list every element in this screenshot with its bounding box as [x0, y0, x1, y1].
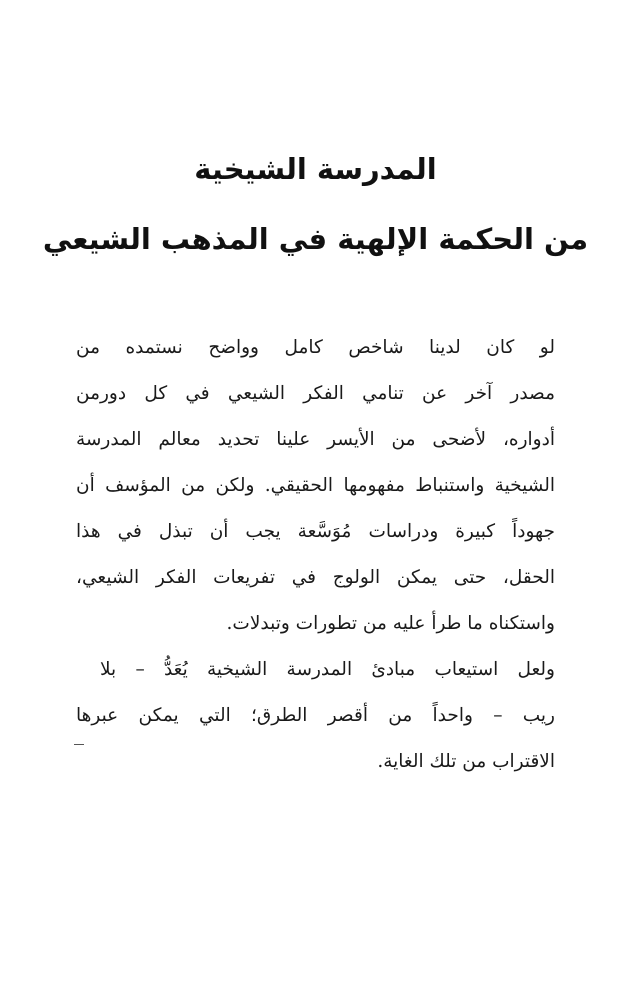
page-subtitle: من الحكمة الإلهية في المذهب الشيعي — [42, 222, 589, 256]
paragraph-2-line-1: ولعل استيعاب مبادئ المدرسة الشيخية يُعَدُّ – بلا — [100, 659, 555, 680]
paragraph-2-line-2: ريب – واحداً من أقصر الطرق؛ التي يمكن عبرها — [76, 705, 555, 726]
paragraph-1-line-6: الحقل، حتى يمكن الولوج في تفريعات الفكر الشيعي، — [76, 567, 555, 588]
paragraph-2-line-3: الاقتراب من تلك الغاية. — [377, 751, 555, 772]
scan-mark — [74, 744, 84, 745]
paragraph-1-line-2: مصدر آخر عن تنامي الفكر الشيعي في كل دورمن — [76, 383, 555, 404]
page-title: المدرسة الشيخية — [194, 152, 437, 186]
paragraph-1-line-5: جهوداً كبيرة ودراسات مُوَسَّعة يجب أن تبذل في هذا — [76, 521, 555, 542]
paragraph-1-line-4: الشيخية واستنباط مفهومها الحقيقي. ولكن من المؤسف أن — [76, 475, 555, 496]
paragraph-1-line-7: واستكناه ما طرأ عليه من تطورات وتبدلات. — [226, 613, 555, 634]
paragraph-1-line-1: لو كان لدينا شاخص كامل وواضح نستمده من — [76, 337, 555, 358]
paragraph-1-line-3: أدواره، لأضحى من الأيسر علينا تحديد معالم المدرسة — [76, 429, 555, 450]
